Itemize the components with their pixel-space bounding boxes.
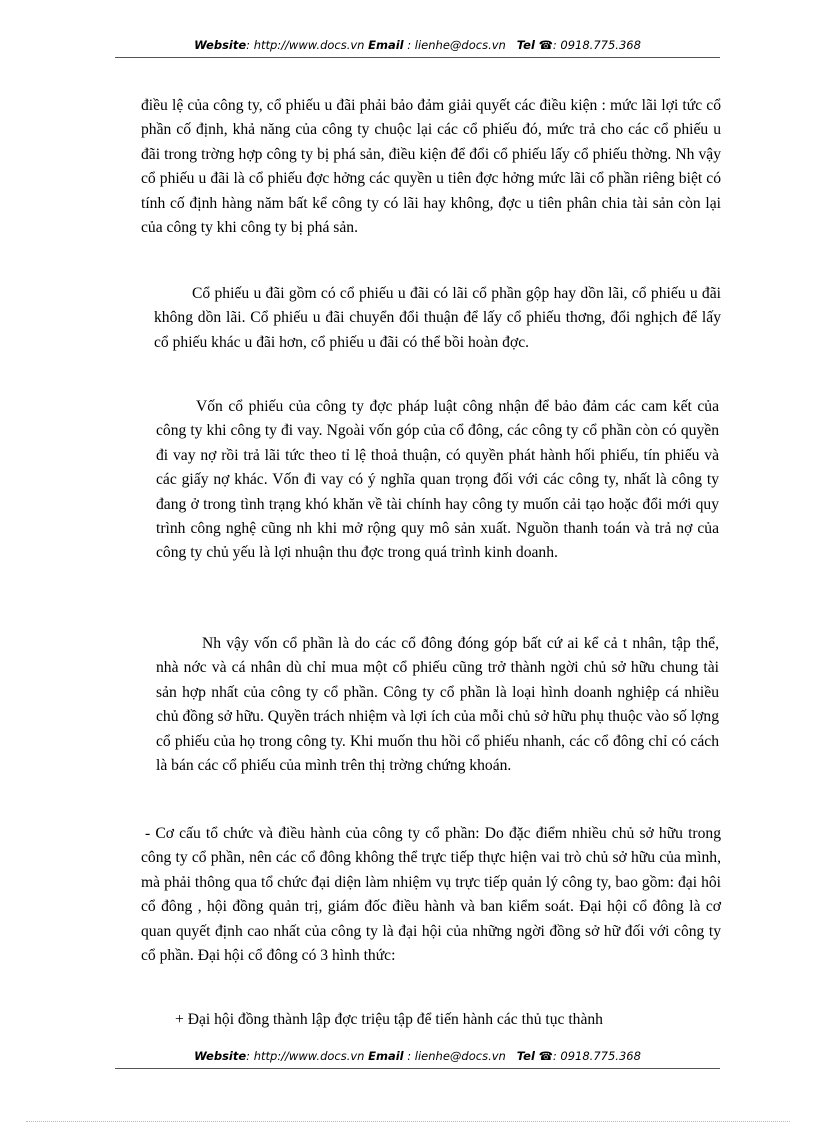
footer-email-value: : lienhe@docs.vn xyxy=(407,1049,506,1063)
paragraph-3: Vốn cổ phiếu của công ty đợc pháp luật công nhận để bảo đảm các cam kết của công ty khi công ty đi vay. Ngoài vốn góp của cổ đông, các công ty cổ phần còn có quyền đi vay nợ rồi trả lãi tức theo tỉ lệ thoả thuận, có quyền phát hành hối phiếu, tín phiếu và các giấy nợ khác. Vốn đi vay có ý nghĩa quan trọng đối với các công ty, nhất là công ty đang ở trong tình trạng khó khăn về tài chính hay công ty muốn cải tạo hoặc đổi mới quy trình công nghệ cũng nh khi mở rộng quy mô sản xuất. Nguồn thanh toán và trả nợ của công ty chủ yếu là lợi nhuận thu đợc trong quá trình kinh doanh. xyxy=(156,398,719,562)
header-website-label: Website xyxy=(194,38,247,52)
footer-tel-label: Tel xyxy=(516,1049,535,1063)
footer-website-value: : http://www.docs.vn xyxy=(246,1049,365,1063)
page-edge-divider xyxy=(26,1121,790,1122)
page-header xyxy=(115,38,720,52)
header-tel-value: : 0918.775.368 xyxy=(552,38,641,52)
page-footer xyxy=(115,1049,720,1063)
footer-rule xyxy=(115,1068,720,1069)
paragraph-2: Cổ phiếu u đãi gồm có cổ phiếu u đãi có lãi cổ phần gộp hay dồn lãi, cổ phiếu u đãi không dồn lãi. Cổ phiếu u đãi chuyển đổi thuận để lấy cổ phiếu thơng, đổi nghịch để lấy cổ phiếu khác u đãi hơn, cổ phiếu u đãi có thể bồi hoàn đợc. xyxy=(154,285,721,351)
header-email-label: Email xyxy=(368,38,404,52)
header-email-value: : lienhe@docs.vn xyxy=(407,38,506,52)
paragraph-1: điều lệ của công ty, cổ phiếu u đãi phải bảo đảm giải quyết các điều kiện : mức lãi lợi tức cổ phần cố định, khả năng của công ty chuộc lại các cổ phiếu đó, mức trả cho các cổ phiếu u đãi trong trờng hợp công ty bị phá sản, điều kiện để đổi cổ phiếu lấy cổ phiếu thờng. Nh vậy cổ phiếu u đãi là cổ phiếu đợc hởng các quyền u tiên đợc hởng mức lãi cổ phần riêng biệt có tính cố định hàng năm bất kể công ty có lãi hay không, đợc u tiên phân chia tài sản còn lại của công ty khi công ty bị phá sản. xyxy=(141,97,721,237)
header-rule xyxy=(115,57,720,58)
header-tel-label: Tel xyxy=(516,38,535,52)
paragraph-4: Nh vậy vốn cổ phần là do các cổ đông đóng góp bất cứ ai kể cả t nhân, tập thể, nhà nớc và cá nhân dù chỉ mua một cổ phiếu cũng trở thành ngời chủ sở hữu chung tài sản hợp nhất của công ty cổ phần. Công ty cổ phần là loại hình doanh nghiệp cá nhiều chủ đồng sở hữu. Quyền trách nhiệm và lợi ích của mỗi chủ sở hữu phụ thuộc vào số lợng cổ phiếu của họ trong công ty. Khi muốn thu hồi cổ phiếu nhanh, các cổ đông chỉ có cách là bán các cổ phiếu của mình trên thị trờng chứng khoán. xyxy=(156,635,719,775)
footer-website-label: Website xyxy=(194,1049,247,1063)
header-website-value: : http://www.docs.vn xyxy=(246,38,365,52)
phone-icon: ☎ xyxy=(538,38,553,52)
footer-email-label: Email xyxy=(368,1049,404,1063)
paragraph-5: - Cơ cấu tổ chức và điều hành của công ty cổ phần: Do đặc điểm nhiều chủ sở hữu trong công ty cổ phần, nên các cổ đông không thể trực tiếp thực hiện vai trò chủ sở hữu của mình, mà phải thông qua tổ chức đại diện làm nhiệm vụ trực tiếp quản lý công ty, bao gồm: đại hôi cổ đông , hội đồng quản trị, giám đốc điều hành và ban kiểm soát. Đại hội cổ đông là cơ quan quyết định cao nhất của công ty là đại hội của những ngời đồng sở hữ đối với công ty cổ phần. Đại hội cổ đông có 3 hình thức: xyxy=(141,825,721,965)
footer-tel-value: : 0918.775.368 xyxy=(552,1049,641,1063)
phone-icon: ☎ xyxy=(538,1049,553,1063)
paragraph-6: + Đại hội đồng thành lập đợc triệu tập để tiến hành các thủ tục thành xyxy=(175,1011,603,1028)
